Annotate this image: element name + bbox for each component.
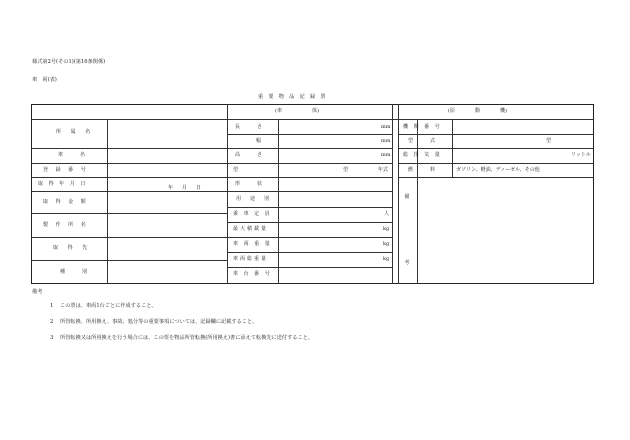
label-engine-no: 機 関 番 号 (403, 124, 442, 130)
label-displacement: 総 排 気 量 (403, 152, 442, 158)
note-number: 1 (50, 303, 54, 309)
label-capacity: 乗 車 定 員 (233, 211, 272, 217)
label-height: 高 さ (235, 152, 269, 158)
form-number: 様式第2号(その1)(第16条関係) (32, 59, 106, 65)
unit-model-year: 年式 (378, 167, 389, 173)
note-number: 3 (50, 335, 54, 341)
label-length: 長 さ (235, 124, 269, 130)
record-table (31, 104, 594, 284)
fuel-options: ガソリン、軽油、ディーゼル、その他 (456, 167, 540, 173)
remarks-char-2: 考 (404, 260, 410, 266)
unit-liter: リットル (571, 152, 591, 158)
page-title: 重 要 物 品 記 録 票 (258, 94, 326, 100)
label-acquired-amount: 取 得 金 額 (43, 199, 89, 205)
label-maker: 製 作 所 名 (43, 222, 89, 228)
label-fuel: 燃 料 (408, 167, 442, 173)
unit-width: mm (381, 138, 391, 144)
section-label: 車 両(表) (32, 77, 57, 83)
unit-vehicle-weight: kg (383, 241, 390, 247)
label-width: 幅 (256, 138, 262, 144)
unit-gross-weight: kg (383, 256, 390, 262)
unit-persons: 人 (384, 211, 390, 217)
note-text: この票は、車両1台ごとに作成すること。 (60, 303, 157, 309)
group-engine: (原 動 機) (448, 108, 507, 114)
label-engine-model: 型 式 (408, 138, 442, 144)
label-registration-no: 登 録 番 号 (43, 167, 89, 173)
remarks-char-1: 備 (404, 194, 410, 200)
label-model: 型 (233, 167, 239, 173)
label-category: 種 別 (60, 269, 94, 275)
date-placeholder: 年 月 日 (168, 185, 204, 191)
label-shape: 形 状 (235, 181, 269, 187)
notes-title: 備考 (32, 289, 43, 295)
label-owner: 所 属 名 (56, 129, 95, 135)
label-vehicle-weight: 車 両 重 量 (233, 241, 272, 247)
label-acquired-date: 取 得 年 月 日 (38, 181, 88, 187)
label-max-load: 最大積載量 (233, 226, 269, 232)
group-vehicle: (車 体) (275, 108, 319, 114)
note-number: 2 (50, 319, 54, 325)
note-text: 所管転換又は所用換えを行う場合には、この票を物品所管転換(所用換え)書に添えて転換先に送付すること。 (60, 335, 314, 341)
label-chassis-no: 車 台 番 号 (233, 271, 272, 277)
unit-engine-model: 型 (546, 138, 552, 144)
unit-model-type: 型 (343, 167, 349, 173)
label-acquired-from: 取 得 先 (53, 245, 92, 251)
label-usage: 用 途 別 (236, 196, 272, 202)
unit-length: mm (381, 124, 391, 130)
label-gross-weight: 車両総重量 (233, 256, 269, 262)
note-text: 所管転換、所用換え、事故、処分等の重要事項については、記録欄に記載すること。 (60, 319, 258, 325)
label-vehicle-name: 車 名 (58, 152, 92, 158)
unit-height: mm (381, 152, 391, 158)
unit-max-load: kg (383, 226, 390, 232)
